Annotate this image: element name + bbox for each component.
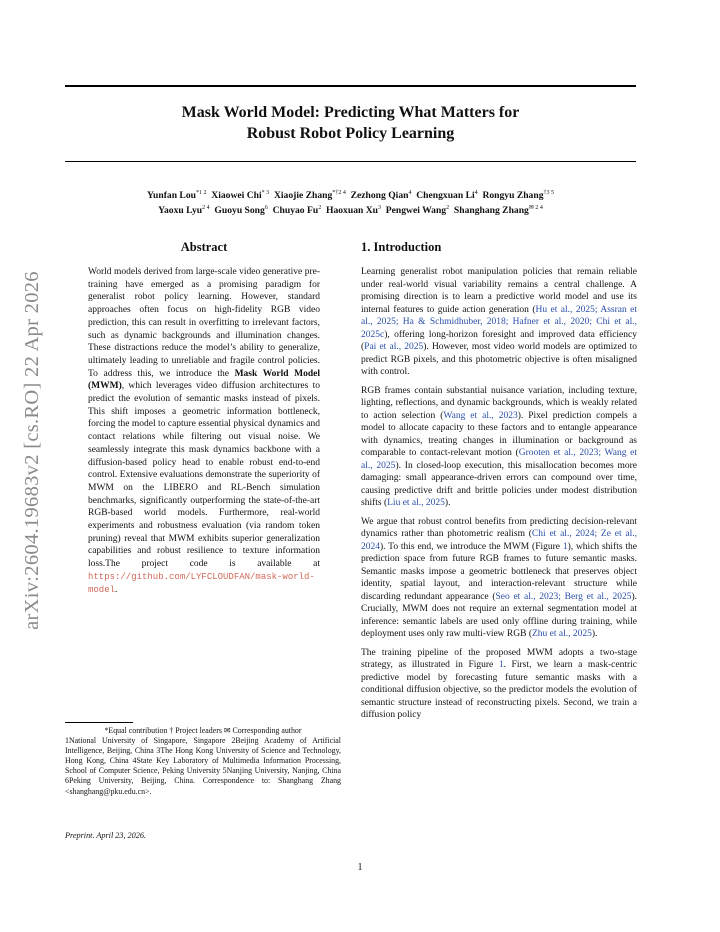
intro-text: ). In closed-loop execution, this misallocation becomes more damaging: small appearance-driven errors can compound over time, causing predictive drift and brittle policies under modest distribution shifts ( bbox=[361, 460, 637, 508]
citation-link[interactable]: Grooten et al., 2023; Wang et al., 2025 bbox=[361, 448, 637, 471]
title-line-1: Mask World Model: Predicting What Matters for bbox=[181, 104, 520, 121]
author-affiliation: 2 4 bbox=[202, 205, 210, 212]
figure-ref-link[interactable]: 1 bbox=[562, 541, 568, 552]
title-top-rule bbox=[65, 85, 636, 87]
author-affiliation: 4 bbox=[474, 190, 478, 196]
intro-text: ). However, most video world models are optimized to predict RGB pixels, and this photometric objective is often misaligned with control. bbox=[361, 342, 638, 377]
arxiv-stamp-text: arXiv:2604.19683v2 [cs.RO] 22 Apr 2026 bbox=[20, 270, 43, 630]
citation-link[interactable]: Liu et al., 2025 bbox=[387, 498, 445, 508]
intro-text: ). Pixel prediction compels a model to allocate capacity to these factors and to entangle appearance with dynamics, treating changes in illumination or background as comparable to contact-relevant motion ( bbox=[361, 410, 638, 458]
author-affiliation: 2 bbox=[446, 205, 450, 212]
intro-text: ). Crucially, MWM does not require an external segmentation model at inference: semantic labels are used only offline during training, while deployment uses only raw multi-view RGB ( bbox=[361, 591, 638, 639]
author: Shanghang Zhang bbox=[453, 205, 529, 217]
author: Yaoxu Lyu bbox=[158, 205, 203, 217]
author-affiliation: *1 2 bbox=[195, 190, 207, 196]
author-affiliation: *†2 4 bbox=[332, 190, 346, 196]
introduction-heading: 1. Introduction bbox=[361, 240, 442, 254]
abstract-text-2: , which leverages video diffusion architectures to predict the evolution of semantic masks instead of pixels. This shift imposes a geometric information bottleneck, forcing the model to capture essential physical dynamics and contact relations while filtering out visual noise. We seamlessly integrate this mask dynamics backbone with a diffusion-based policy head to enable robust end-to-end control. Extensive evaluations demonstrate the superiority of MWM on the LIBERO and RL-Bench simulation benchmarks, significantly outperforming the state-of-the-art RGB-based world models. Furthermore, real-world experiments and robustness evaluation (via random token pruning) reveal that MWM exhibits superior generalization capabilities and robust resilience to texture information loss.The project code is available at bbox=[88, 381, 320, 570]
intro-text: ). bbox=[591, 629, 598, 639]
project-code-link[interactable]: https://github.com/LYFCLOUDFAN/mask-world-model bbox=[88, 571, 315, 595]
intro-text: ), offering long-horizon foresight and improved data efficiency ( bbox=[361, 329, 637, 352]
preprint-date: Preprint. April 23, 2026. bbox=[65, 831, 146, 840]
author-line-1 bbox=[65, 187, 636, 202]
author: Rongyu Zhang bbox=[482, 190, 544, 202]
footnote-rule bbox=[65, 722, 133, 723]
author: Haoxuan Xu bbox=[326, 205, 378, 217]
author-affiliation: ✉ 2 4 bbox=[528, 205, 543, 212]
intro-paragraph bbox=[361, 266, 637, 379]
abstract-end: . bbox=[115, 584, 118, 595]
footnote-affiliations: 1National University of Singapore, Singapore 2Beijing Academy of Artificial Intelligence, Beijing, China 3The Hong Kong University of Science and Technology, Hong Kong, China 4State Key Laboratory of Multimedia Information Processing, School of Computer Science, Peking University 5Nanjing University, Nanjing, China 6Peking University, Beijing, China. Correspondence to: Shanghang Zhang <shanghang@pku.edu.cn>. bbox=[65, 736, 341, 796]
title-line-2: Robust Robot Policy Learning bbox=[246, 125, 455, 142]
page-number: 1 bbox=[357, 862, 363, 873]
abstract-text-1: World models derived from large-scale video generative pre-training have emerged as a promising paradigm for generalist robot policy learning. However, standard approaches often focus on high-fidelity RGB video prediction, this can result in overfitting to irrelevant factors, such as dynamic backgrounds and illumination changes. These distractions reduce the model’s ability to generalize, ultimately leading to unreliable and fragile control policies. To address this, we introduce the bbox=[88, 267, 320, 379]
introduction-body bbox=[361, 266, 637, 728]
author: Chengxuan Li bbox=[416, 190, 475, 202]
paper-title bbox=[65, 102, 636, 144]
footnote-contribution-line: *Equal contribution † Project leaders ✉ Corresponding author bbox=[104, 726, 302, 735]
intro-text: The training pipeline of the proposed MWM adopts a two-stage strategy, as illustrated in Figure bbox=[361, 647, 637, 670]
intro-text: . First, we learn a mask-centric predictive model by forecasting future semantic masks with a conditional diffusion objective, so the predictor models the evolution of semantic structure instead of reconstructing pixels. Second, we train a diffusion policy bbox=[361, 660, 637, 720]
author: Guoyu Song bbox=[214, 205, 265, 217]
author-affiliation: 3 bbox=[377, 205, 381, 212]
affiliations-footnote bbox=[65, 726, 341, 797]
author-affiliation: 6 bbox=[264, 205, 268, 212]
intro-paragraph bbox=[361, 647, 637, 722]
arxiv-stamp bbox=[12, 255, 52, 645]
abstract-heading: Abstract bbox=[180, 240, 228, 254]
intro-text: RGB frames contain substantial nuisance variation, including texture, lighting, reflections, and dynamic backgrounds, which is weakly related to action selection ( bbox=[361, 385, 637, 421]
author: Xiaojie Zhang bbox=[273, 190, 333, 202]
author: Chuyao Fu bbox=[272, 205, 319, 217]
author-affiliation: * 3 bbox=[261, 190, 270, 196]
author: Pengwei Wang bbox=[385, 205, 447, 217]
author-list bbox=[65, 187, 636, 217]
intro-text: We argue that robust control benefits from predicting decision-relevant dynamics rather than photometric realism ( bbox=[361, 516, 637, 539]
author: Zezhong Qian bbox=[350, 190, 409, 202]
citation-link[interactable]: Zhu et al., 2025 bbox=[531, 629, 592, 639]
citation-link[interactable]: Pai et al., 2025 bbox=[364, 342, 424, 352]
citation-link[interactable]: Chi et al., 2024; Ze et al., 2024 bbox=[361, 529, 637, 552]
abstract-bold-term: Mask World Model (MWM) bbox=[88, 368, 321, 392]
author: Yunfan Lou bbox=[146, 190, 196, 202]
intro-text: ), which shifts the prediction space from future RGB frames to future semantic masks. Semantic masks impose a geometric bottleneck that preserves object identity, spatial layout, and interaction-relevant structure while discarding redundant appearance ( bbox=[361, 541, 637, 602]
author-affiliation: 2 bbox=[318, 205, 322, 212]
intro-text: ). To this end, we introduce the MWM (Figure bbox=[380, 541, 563, 552]
author-affiliation: 4 bbox=[408, 190, 412, 196]
author: Xiaowei Chi bbox=[211, 190, 262, 202]
title-bottom-rule bbox=[65, 161, 636, 162]
citation-link[interactable]: Seo et al., 2023; Berg et al., 2025 bbox=[495, 591, 632, 602]
author-affiliation: †3 5 bbox=[543, 190, 554, 196]
figure-ref-link[interactable]: 1 bbox=[498, 660, 504, 670]
intro-paragraph bbox=[361, 516, 637, 641]
intro-paragraph bbox=[361, 385, 637, 510]
author-line-2 bbox=[65, 202, 636, 217]
citation-link[interactable]: Wang et al., 2023 bbox=[443, 410, 518, 421]
abstract-body bbox=[88, 266, 320, 596]
intro-text: Learning generalist robot manipulation policies that remain reliable under real-world visual variability remains a central challenge. A promising direction is to learn a predictive world model and use its internal features to guide action generation ( bbox=[361, 267, 637, 315]
intro-text: ). bbox=[444, 498, 451, 508]
citation-link[interactable]: Hu et al., 2025; Assran et al., 2025; Ha & Schmidhuber, 2018; Hafner et al., 2020; Chi et al., 2025c bbox=[361, 304, 637, 340]
